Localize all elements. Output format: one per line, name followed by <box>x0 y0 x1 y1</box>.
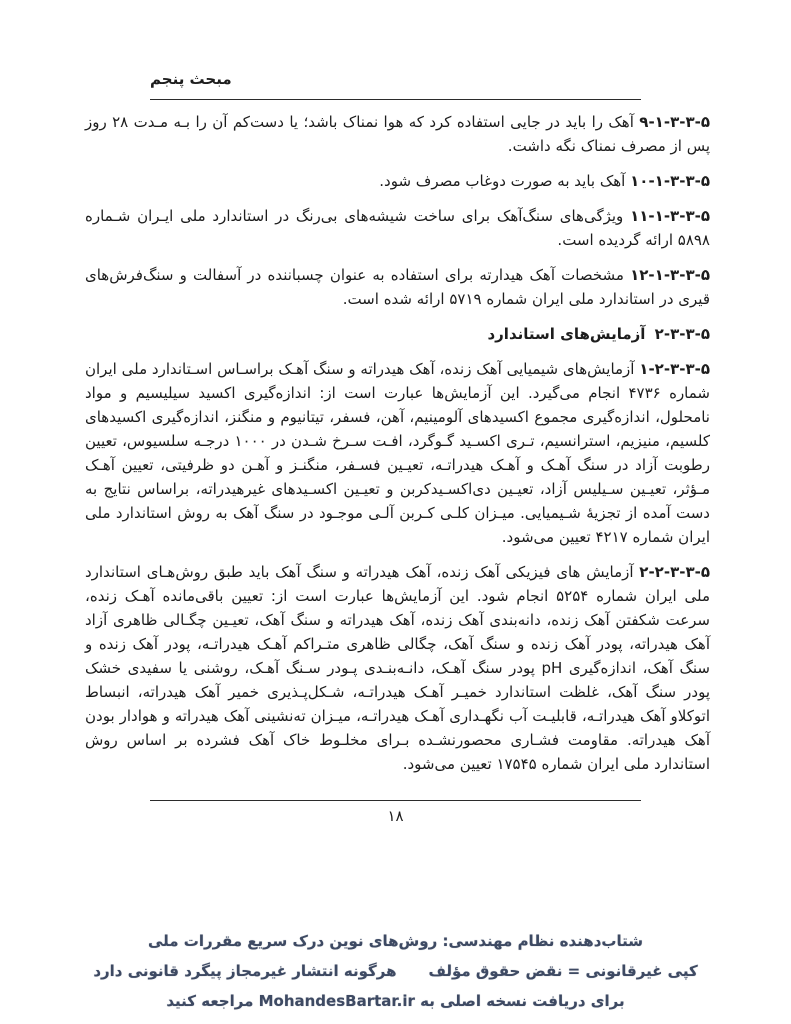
clause-text: آهک را باید در جایی استفاده کرد که هوا نمناک باشد؛ یا دست‌کم آن را بـه مـدت ۲۸ روز پس از مصرف نمناک نگه داشت. <box>85 113 710 155</box>
clause-tests-2 <box>85 560 710 776</box>
clause-text: مشخصات آهک هیدارته برای استفاده به عنوان چسباننده در آسفالت و سنگ‌فرش‌های قیری در استاندارد ملی ایران شماره ۵۷۱۹ ارائه شده است. <box>85 266 710 308</box>
clause-number: ۵‐۳‐۳‐۱‐۱۱ <box>630 207 710 225</box>
clause-tests-1 <box>85 357 710 549</box>
footer-rule <box>150 800 641 801</box>
clause-text: آزمایش های فیزیکی آهک زنده، آهک هیدراته و سنگ آهک باید طبق روش‌هـای استاندارد ملی ایران شماره ۵۲۵۴ انجام شود. این آزمایش‌ها عبارت است از: تعیین باقی‌مانده آهـک زنده، سرعت شکفتن آهک زنده، دانه‌بندی آهک زنده، آهک هیدراته و سنگ آهک، تعیـین چگـالی ظاهری آزاد آهک هیدراته، پودر آهک زنده و سنگ آهک، چگالی ظاهری متـراکم آهـک هیدراتـه، پودر آهک زنده و سنگ آهک، اندازه‌گیری pH پودر سنگ آهـک، دانـه‌بنـدی پـودر سـنگ آهـک، روشنی یا سفیدی خشک پودر سنگ آهک، غلظت استاندارد خمیـر آهـک هیدراتـه، شـکل‌پـذیری خمیر آهک هیدراته، انبساط اتوکلاو آهک هیدراتـه، قابلیـت آب نگهـداری آهـک هیدراتـه، میـزان ته‌نشینی آهک هیدراته و هوادار بودن آهک هیدراته. مقاومت فشـاری محصورنشـده بـرای مخلـوط خاک آهک فشرده بر اساس روش استاندارد ملی ایران شماره ۱۷۵۴۵ تعیین می‌شود. <box>85 563 710 773</box>
stamp-line-2-left: هرگونه انتشار غیرمجاز پیگرد قانونی دارد <box>93 962 397 980</box>
page-number: ۱۸ <box>387 807 404 825</box>
clause-text: آهک باید به صورت دوغاب مصرف شود. <box>379 172 626 190</box>
section-heading <box>85 322 710 346</box>
stamp-line-2 <box>0 956 791 986</box>
header-rule <box>150 99 641 100</box>
section-title: آزمایش‌های استاندارد <box>487 325 646 343</box>
clause-text: ویژگی‌های سنگ‌آهک برای ساخت شیشه‌های بی‌رنگ در استاندارد ملی ایـران شـماره ۵۸۹۸ ارائه گردیده است. <box>85 207 710 249</box>
clause-text: آزمایش‌های شیمیایی آهک زنده، آهک هیدراته و سنگ آهـک براسـاس اسـتاندارد ملی ایران شماره ۴۷۳۶ انجام می‌گیرد. این آزمایش‌ها عبارت است از: اندازه‌گیری اکسید سیلیسیم و مواد نامحلول، اندازه‌گیری مجموع اکسیدهای آلومینیم، آهن، فسفر، تیتانیوم و منگنز، اندازه‌گیری اکسیدهای کلسیم، منیزیم، استرانسیم، تـری اکسـید گـوگرد، افـت سـرخ شـدن در ۱۰۰۰ درجـه سلسیوس، تعیین رطوبت آزاد در سنگ آهـک و آهـک هیدراتـه، تعیـین فسـفر، منگنـز و آهـن دو ظرفیتی، تعیین آهـک مـؤثر، تعیـین سـیلیس آزاد، تعیـین دی‌اکسـیدکربن و تعیـین اکسـیدهای غیرهیدراته، براساس نتایج به دست آمده از تجزیهٔ شـیمیایی. میـزان کلـی کـربن آلـی موجـود در سنگ آهک به روش استاندارد ملی ایران شماره ۴۲۱۷ تعیین می‌شود. <box>85 360 710 546</box>
section-number: ۵‐۳‐۳‐۲ <box>654 325 710 343</box>
running-header-title: مبحث پنجم <box>150 70 232 88</box>
clause-11 <box>85 204 710 252</box>
clause-number: ۵‐۳‐۳‐۱‐۹ <box>639 113 710 131</box>
clause-10 <box>85 169 710 193</box>
watermark-stamp <box>0 926 791 1016</box>
clause-number: ۵‐۳‐۳‐۱‐۱۰ <box>630 172 710 190</box>
clause-9 <box>85 110 710 158</box>
stamp-line-2-right: کپی غیرقانونی = نقض حقوق مؤلف <box>428 962 698 980</box>
stamp-line-1: شتاب‌دهنده نظام مهندسی: روش‌های نوین درک سریع مقررات ملی <box>148 932 643 950</box>
clause-12 <box>85 263 710 311</box>
document-body <box>85 110 710 787</box>
stamp-line-3: برای دریافت نسخه اصلی به MohandesBartar.ir مراجعه کنید <box>166 992 625 1010</box>
clause-number: ۵‐۳‐۳‐۲‐۱ <box>639 360 710 378</box>
clause-number: ۵‐۳‐۳‐۲‐۲ <box>639 563 710 581</box>
clause-number: ۵‐۳‐۳‐۱‐۱۲ <box>630 266 710 284</box>
